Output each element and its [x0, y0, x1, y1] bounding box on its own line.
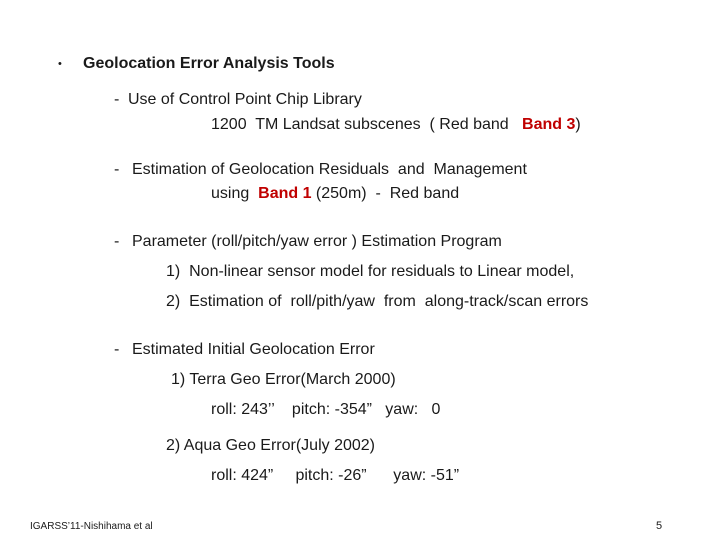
item1-dash: - — [114, 91, 120, 108]
item2-line2-post: (250m) - Red band — [311, 185, 460, 202]
aqua-error-values: roll: 424” pitch: -26” yaw: -51” — [211, 467, 460, 484]
item3-dash: - — [114, 233, 120, 250]
item1-line2-pre: 1200 TM Landsat subscenes ( Red band — [211, 116, 523, 133]
item2-line2-pre: using — [211, 185, 259, 202]
band3-label: Band 3 — [522, 116, 576, 133]
title-bullet: • — [58, 58, 62, 70]
item2-dash: - — [114, 161, 120, 178]
item1-line2 — [211, 115, 581, 135]
terra-error-title: 1) Terra Geo Error(March 2000) — [171, 371, 396, 388]
item3-line3: 2) Estimation of roll/pith/yaw from along-track/scan errors — [166, 293, 589, 310]
aqua-error-title: 2) Aqua Geo Error(July 2002) — [166, 437, 375, 454]
terra-error-values: roll: 243’’ pitch: -354” yaw: 0 — [211, 401, 441, 418]
item1-line1: Use of Control Point Chip Library — [128, 91, 362, 108]
footer-citation: IGARSS’11-Nishihama et al — [30, 521, 153, 532]
item4-line1: Estimated Initial Geolocation Error — [132, 341, 375, 358]
item2-line2 — [211, 184, 459, 204]
slide-title: Geolocation Error Analysis Tools — [83, 55, 335, 72]
item2-line1: Estimation of Geolocation Residuals and Management — [132, 161, 527, 178]
item1-line2-post: ) — [575, 116, 581, 133]
item3-line2: 1) Non-linear sensor model for residuals to Linear model, — [166, 263, 575, 280]
page-number: 5 — [656, 520, 663, 532]
band1-label: Band 1 — [258, 185, 312, 202]
item3-line1: Parameter (roll/pitch/yaw error ) Estimation Program — [132, 233, 502, 250]
item4-dash: - — [114, 341, 120, 358]
